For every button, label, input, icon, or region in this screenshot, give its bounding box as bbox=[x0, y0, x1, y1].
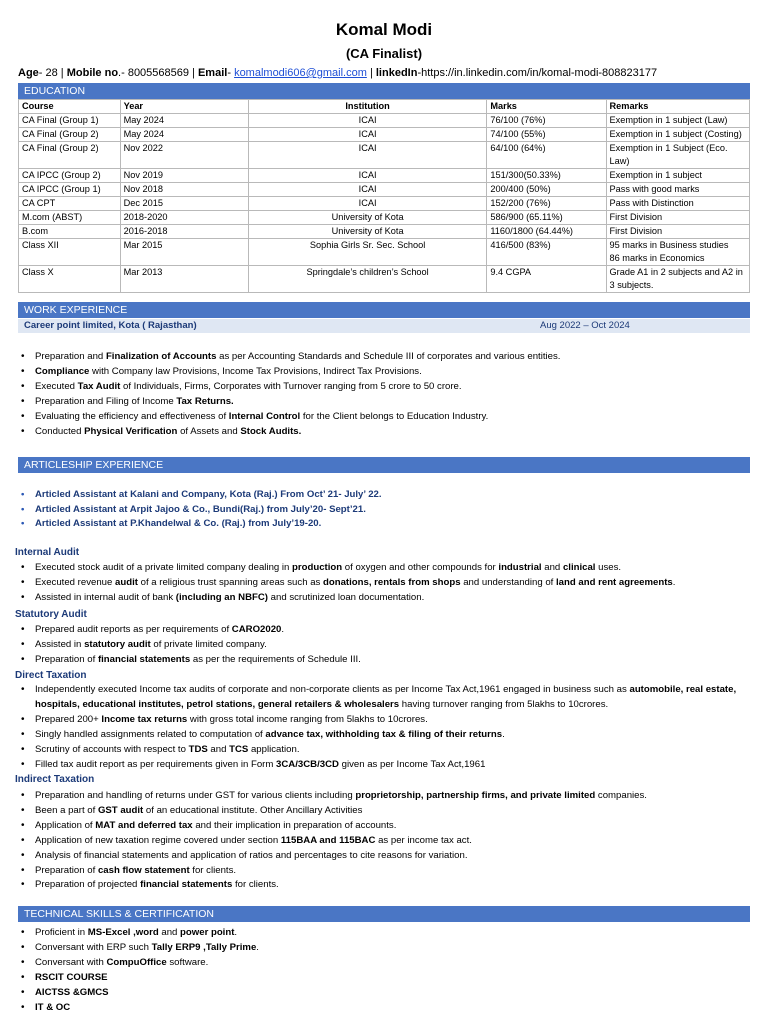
internal-audit-heading: Internal Audit bbox=[15, 547, 80, 558]
indirect-taxation-bullet bbox=[18, 864, 647, 879]
education-cell-course: M.com (ABST) bbox=[19, 211, 121, 225]
articleship-section-bar: ARTICLESHIP EXPERIENCE bbox=[18, 457, 750, 473]
articleship-list bbox=[18, 488, 382, 532]
education-row bbox=[19, 211, 750, 225]
articleship-item: • Articled Assistant at P.Khandelwal & Co. (Raj.) from July’19-20. bbox=[18, 517, 382, 532]
bullet-text: Assisted in internal audit of bank bbox=[35, 591, 176, 603]
bullet-emphasis: automobile, real estate, hospitals, educational institutes, petrol stations, general retailers & wholesalers bbox=[35, 684, 737, 710]
bullet-text: Application of new taxation regime covered under section bbox=[35, 834, 281, 846]
bullet-text: Preparation of bbox=[35, 653, 98, 665]
education-cell-remarks: First Division bbox=[606, 225, 749, 239]
bullet-text: . bbox=[502, 728, 505, 740]
bullet-text: of private limited company. bbox=[150, 638, 267, 650]
bullet-emphasis: cash flow statement bbox=[97, 864, 190, 876]
bullet-text: Proficient in bbox=[35, 927, 88, 938]
education-cell-marks: 151/300(50.33%) bbox=[487, 169, 606, 183]
education-cell-marks: 586/900 (65.11%) bbox=[487, 211, 606, 225]
skill-bullet bbox=[18, 941, 259, 956]
bullet-text: Conducted bbox=[35, 425, 85, 437]
education-row bbox=[19, 169, 750, 183]
education-header-row bbox=[19, 100, 750, 114]
education-cell-remarks: Exemption in 1 subject bbox=[606, 169, 749, 183]
bullet-emphasis: advance tax, withholding tax & filing of their returns bbox=[265, 728, 503, 740]
education-cell-course: CA CPT bbox=[19, 197, 121, 211]
bullet-text: for the Client belongs to Education Industry. bbox=[300, 410, 489, 422]
bullet-text: Preparation of bbox=[35, 864, 98, 876]
work-company: Career point limited, Kota ( Rajasthan) bbox=[24, 320, 197, 331]
bullet-emphasis: power point bbox=[180, 927, 235, 938]
bullet-text: Been a part of bbox=[35, 804, 98, 816]
bullet-emphasis: Income tax returns bbox=[101, 713, 188, 725]
education-row bbox=[19, 266, 750, 293]
bullet-text: companies. bbox=[595, 790, 647, 801]
bullet-text: . bbox=[672, 576, 676, 588]
skills-section-bar: TECHNICAL SKILLS & CERTIFICATION bbox=[18, 906, 750, 922]
education-cell-remarks: 95 marks in Business studies 86 marks in Economics bbox=[606, 239, 749, 266]
direct-taxation-heading: Direct Taxation bbox=[15, 670, 87, 681]
work-dates: Aug 2022 – Oct 2024 bbox=[540, 320, 630, 331]
statutory-audit-bullet bbox=[18, 638, 361, 653]
education-cell-institution: ICAI bbox=[248, 128, 487, 142]
education-table bbox=[18, 99, 750, 293]
education-cell-remarks: Pass with good marks bbox=[606, 183, 749, 197]
bullet-text: Independently executed Income tax audits of corporate and non-corporate clients as per Income Tax Act,1961 engaged in business such as bbox=[35, 684, 630, 695]
bullet-text: Executed stock audit of a private limited company dealing in bbox=[35, 562, 293, 573]
education-cell-course: Class X bbox=[19, 266, 121, 293]
bullet-text: for clients. bbox=[189, 864, 237, 876]
education-cell-year: Mar 2013 bbox=[120, 266, 248, 293]
articleship-item: • Articled Assistant at Arpit Jajoo & Co., Bundi(Raj.) from July’20- Sept’21. bbox=[18, 503, 382, 518]
bullet-text: uses. bbox=[595, 562, 622, 573]
education-cell-remarks: Exemption in 1 Subject (Eco. Law) bbox=[606, 142, 749, 169]
bullet-text: . bbox=[281, 624, 285, 635]
internal-audit-list bbox=[18, 561, 675, 606]
indirect-taxation-bullet bbox=[18, 878, 647, 893]
bullet-text: Scrutiny of accounts with respect to bbox=[35, 743, 189, 755]
bullet-emphasis: industrial bbox=[498, 562, 542, 573]
email-label: Email bbox=[197, 67, 228, 79]
bullet-emphasis: Tax Returns. bbox=[176, 395, 234, 407]
statutory-audit-bullet bbox=[18, 653, 361, 668]
direct-taxation-list bbox=[18, 683, 753, 772]
bullet-text: with Company law Provisions, Income Tax Provisions, Indirect Tax Provisions. bbox=[89, 365, 422, 377]
bullet-emphasis: 3CA/3CB/3CD bbox=[276, 758, 339, 770]
bullet-text: Filled tax audit report as per requirements given in Form bbox=[35, 758, 277, 770]
column-header-marks: Marks bbox=[487, 100, 606, 114]
skill-bullet bbox=[18, 1001, 259, 1016]
bullet-text: for clients. bbox=[232, 879, 279, 891]
education-cell-year: May 2024 bbox=[120, 114, 248, 128]
direct-taxation-bullet bbox=[18, 758, 753, 773]
bullet-text: of Individuals, Firms, Corporates with Turnover ranging from 5 crore to 50 crore. bbox=[120, 380, 462, 392]
bullet-text: Preparation and Filing of Income bbox=[35, 395, 177, 407]
work-bullet bbox=[18, 425, 560, 440]
education-row bbox=[19, 239, 750, 266]
skill-bullet bbox=[18, 971, 259, 986]
education-row bbox=[19, 183, 750, 197]
indirect-taxation-list bbox=[18, 789, 647, 893]
education-row bbox=[19, 128, 750, 142]
education-cell-institution: University of Kota bbox=[248, 225, 487, 239]
bullet-text: and understanding of bbox=[460, 576, 557, 588]
age-value: - 28 | bbox=[38, 67, 67, 79]
bullet-emphasis: Tax Audit bbox=[77, 380, 121, 392]
bullet-text: as per income tax act. bbox=[375, 834, 472, 846]
bullet-emphasis: CARO2020 bbox=[231, 624, 282, 635]
education-cell-year: Mar 2015 bbox=[120, 239, 248, 266]
bullet-emphasis: MAT and deferred tax bbox=[95, 819, 193, 831]
education-row bbox=[19, 225, 750, 239]
direct-taxation-bullet bbox=[18, 683, 753, 713]
indirect-taxation-heading: Indirect Taxation bbox=[15, 774, 95, 785]
education-cell-remarks: Exemption in 1 subject (Law) bbox=[606, 114, 749, 128]
bullet-text: Singly handled assignments related to computation of bbox=[35, 728, 266, 740]
column-header-remarks: Remarks bbox=[606, 100, 749, 114]
bullet-emphasis: financial statements bbox=[97, 653, 191, 665]
education-cell-institution: ICAI bbox=[248, 169, 487, 183]
bullet-text: with gross total income ranging from 5lakhs to 10crores. bbox=[187, 713, 428, 725]
education-cell-marks: 416/500 (83%) bbox=[487, 239, 606, 266]
bullet-text: and bbox=[158, 927, 181, 938]
work-bullet bbox=[18, 395, 560, 410]
education-cell-remarks: Grade A1 in 2 subjects and A2 in 3 subjects. bbox=[606, 266, 749, 293]
education-cell-course: CA Final (Group 1) bbox=[19, 114, 121, 128]
education-cell-marks: 74/100 (55%) bbox=[487, 128, 606, 142]
bullet-emphasis: Compliance bbox=[35, 365, 90, 377]
bullet-emphasis: land and rent agreements bbox=[556, 576, 673, 588]
direct-taxation-bullet bbox=[18, 743, 753, 758]
email-separator: - bbox=[227, 67, 235, 79]
bullet-emphasis: clinical bbox=[562, 562, 596, 573]
bullet-text: and scrutinized loan documentation. bbox=[268, 591, 425, 603]
education-cell-course: B.com bbox=[19, 225, 121, 239]
education-cell-course: CA IPCC (Group 1) bbox=[19, 183, 121, 197]
bullet-text: Preparation of projected bbox=[35, 879, 141, 891]
bullet-text: and bbox=[207, 743, 230, 755]
bullet-text: Preparation and handling of returns under GST for various clients including bbox=[35, 790, 356, 801]
bullet-emphasis: AICTSS &GMCS bbox=[35, 986, 109, 998]
education-cell-remarks: First Division bbox=[606, 211, 749, 225]
bullet-emphasis: MS-Excel ,word bbox=[87, 927, 159, 938]
contact-line bbox=[18, 67, 657, 79]
bullet-text: given as per Income Tax Act,1961 bbox=[338, 758, 486, 770]
statutory-audit-bullet bbox=[18, 623, 361, 638]
education-row bbox=[19, 142, 750, 169]
linkedin-separator: | bbox=[366, 67, 376, 79]
bullet-text: as per the requirements of Schedule III. bbox=[190, 653, 361, 665]
bullet-text: and bbox=[541, 562, 563, 573]
statutory-audit-heading: Statutory Audit bbox=[15, 609, 87, 620]
bullet-text: and their implication in preparation of accounts. bbox=[192, 819, 397, 831]
skills-list bbox=[18, 926, 259, 1015]
education-cell-year: 2016-2018 bbox=[120, 225, 248, 239]
education-cell-year: Nov 2018 bbox=[120, 183, 248, 197]
mobile-value: .- 8005568569 | bbox=[118, 67, 198, 79]
indirect-taxation-bullet bbox=[18, 834, 647, 849]
bullet-text: application. bbox=[248, 743, 300, 755]
bullet-emphasis: Stock Audits. bbox=[240, 425, 302, 437]
bullet-text: Prepared audit reports as per requirements of bbox=[35, 624, 232, 635]
bullet-text: Executed bbox=[35, 380, 78, 392]
age-label: Age bbox=[18, 67, 39, 79]
bullet-text: Assisted in bbox=[35, 638, 85, 650]
column-header-institution: Institution bbox=[248, 100, 487, 114]
statutory-audit-list bbox=[18, 623, 361, 668]
work-company-row bbox=[18, 319, 750, 333]
internal-audit-bullet bbox=[18, 561, 675, 576]
education-cell-course: CA Final (Group 2) bbox=[19, 128, 121, 142]
education-cell-institution: ICAI bbox=[248, 114, 487, 128]
work-bullet bbox=[18, 410, 560, 425]
education-cell-institution: ICAI bbox=[248, 142, 487, 169]
education-cell-marks: 200/400 (50%) bbox=[487, 183, 606, 197]
articleship-item: • Articled Assistant at Kalani and Company, Kota (Raj.) From Oct’ 21- July’ 22. bbox=[18, 488, 382, 503]
direct-taxation-bullet bbox=[18, 713, 753, 728]
bullet-emphasis: (including an NBFC) bbox=[175, 591, 268, 603]
education-cell-course: CA Final (Group 2) bbox=[19, 142, 121, 169]
mobile-label: Mobile no bbox=[66, 67, 119, 79]
education-cell-marks: 64/100 (64%) bbox=[487, 142, 606, 169]
bullet-text: Prepared 200+ bbox=[35, 713, 102, 725]
bullet-text: Executed revenue bbox=[35, 576, 116, 588]
education-cell-marks: 152/200 (76%) bbox=[487, 197, 606, 211]
education-row bbox=[19, 197, 750, 211]
indirect-taxation-bullet bbox=[18, 804, 647, 819]
education-cell-year: Nov 2022 bbox=[120, 142, 248, 169]
bullet-emphasis: CompuOffice bbox=[106, 956, 167, 968]
linkedin-label: linkedIn bbox=[375, 67, 418, 79]
internal-audit-bullet bbox=[18, 576, 675, 591]
work-bullet bbox=[18, 350, 560, 365]
direct-taxation-bullet bbox=[18, 728, 753, 743]
education-cell-remarks: Pass with Distinction bbox=[606, 197, 749, 211]
bullet-emphasis: 115BAA and 115BAC bbox=[280, 834, 376, 846]
bullet-text: . bbox=[234, 927, 238, 938]
bullet-text: Application of bbox=[35, 819, 96, 831]
bullet-emphasis: Internal Control bbox=[228, 410, 301, 422]
bullet-text: of oxygen and other compounds for bbox=[342, 562, 499, 573]
indirect-taxation-bullet bbox=[18, 849, 647, 864]
bullet-text: as per Accounting Standards and Schedule III of corporates and various entities. bbox=[216, 351, 561, 362]
bullet-text: Conversant with ERP such bbox=[35, 941, 152, 953]
education-cell-institution: University of Kota bbox=[248, 211, 487, 225]
bullet-text: of Assets and bbox=[177, 425, 241, 437]
work-bullet bbox=[18, 365, 560, 380]
bullet-emphasis: production bbox=[292, 562, 343, 573]
email-link[interactable]: komalmodi606@gmail.com bbox=[234, 67, 367, 79]
education-cell-institution: ICAI bbox=[248, 197, 487, 211]
bullet-text: Preparation and bbox=[35, 351, 106, 362]
education-cell-year: May 2024 bbox=[120, 128, 248, 142]
education-cell-year: Dec 2015 bbox=[120, 197, 248, 211]
education-row bbox=[19, 114, 750, 128]
education-cell-institution: ICAI bbox=[248, 183, 487, 197]
bullet-emphasis: TDS bbox=[188, 743, 208, 755]
column-header-year: Year bbox=[120, 100, 248, 114]
indirect-taxation-bullet bbox=[18, 819, 647, 834]
bullet-text: having turnover ranging from 5lakhs to 10crores. bbox=[399, 698, 609, 710]
bullet-text: of a religious trust spanning areas such as bbox=[137, 576, 323, 588]
bullet-text: Analysis of financial statements and application of ratios and percentages to cite reasons for variation. bbox=[35, 849, 468, 861]
bullet-emphasis: donations, rentals from shops bbox=[323, 576, 461, 588]
bullet-text: of an educational institute. Other Ancillary Activities bbox=[143, 804, 363, 816]
education-section-bar: EDUCATION bbox=[18, 83, 750, 99]
bullet-text: Evaluating the efficiency and effectiveness of bbox=[35, 410, 229, 422]
bullet-emphasis: Finalization of Accounts bbox=[105, 351, 217, 362]
bullet-text: Conversant with bbox=[35, 956, 107, 968]
work-bullet-list bbox=[18, 350, 560, 439]
column-header-course: Course bbox=[19, 100, 121, 114]
education-cell-year: Nov 2019 bbox=[120, 169, 248, 183]
indirect-taxation-bullet bbox=[18, 789, 647, 804]
bullet-emphasis: proprietorship, partnership firms, and private limited bbox=[355, 790, 596, 801]
bullet-emphasis: financial statements bbox=[140, 879, 233, 891]
bullet-emphasis: GST audit bbox=[97, 804, 144, 816]
internal-audit-bullet bbox=[18, 591, 675, 606]
education-cell-institution: Sophia Girls Sr. Sec. School bbox=[248, 239, 487, 266]
work-bullet bbox=[18, 380, 560, 395]
linkedin-url[interactable]: -https://in.linkedin.com/in/komal-modi-808823177 bbox=[417, 67, 658, 79]
bullet-emphasis: TCS bbox=[229, 743, 249, 755]
bullet-emphasis: RSCIT COURSE bbox=[35, 971, 108, 983]
bullet-text: . bbox=[256, 941, 259, 953]
education-cell-marks: 9.4 CGPA bbox=[487, 266, 606, 293]
work-experience-section-bar: WORK EXPERIENCE bbox=[18, 302, 750, 318]
bullet-emphasis: IT & OC bbox=[35, 1001, 71, 1013]
bullet-emphasis: statutory audit bbox=[84, 638, 151, 650]
skill-bullet bbox=[18, 926, 259, 941]
education-cell-marks: 1160/1800 (64.44%) bbox=[487, 225, 606, 239]
bullet-emphasis: Tally ERP9 ,Tally Prime bbox=[151, 941, 257, 953]
skill-bullet bbox=[18, 986, 259, 1001]
bullet-text: software. bbox=[166, 956, 209, 968]
education-cell-institution: Springdale’s children’s School bbox=[248, 266, 487, 293]
education-cell-year: 2018-2020 bbox=[120, 211, 248, 225]
education-cell-marks: 76/100 (76%) bbox=[487, 114, 606, 128]
education-cell-remarks: Exemption in 1 subject (Costing) bbox=[606, 128, 749, 142]
candidate-name: Komal Modi bbox=[335, 20, 433, 39]
bullet-emphasis: Physical Verification bbox=[84, 425, 178, 437]
skill-bullet bbox=[18, 956, 259, 971]
candidate-subtitle: (CA Finalist) bbox=[345, 46, 423, 61]
education-cell-course: CA IPCC (Group 2) bbox=[19, 169, 121, 183]
bullet-emphasis: audit bbox=[115, 576, 138, 588]
education-cell-course: Class XII bbox=[19, 239, 121, 266]
